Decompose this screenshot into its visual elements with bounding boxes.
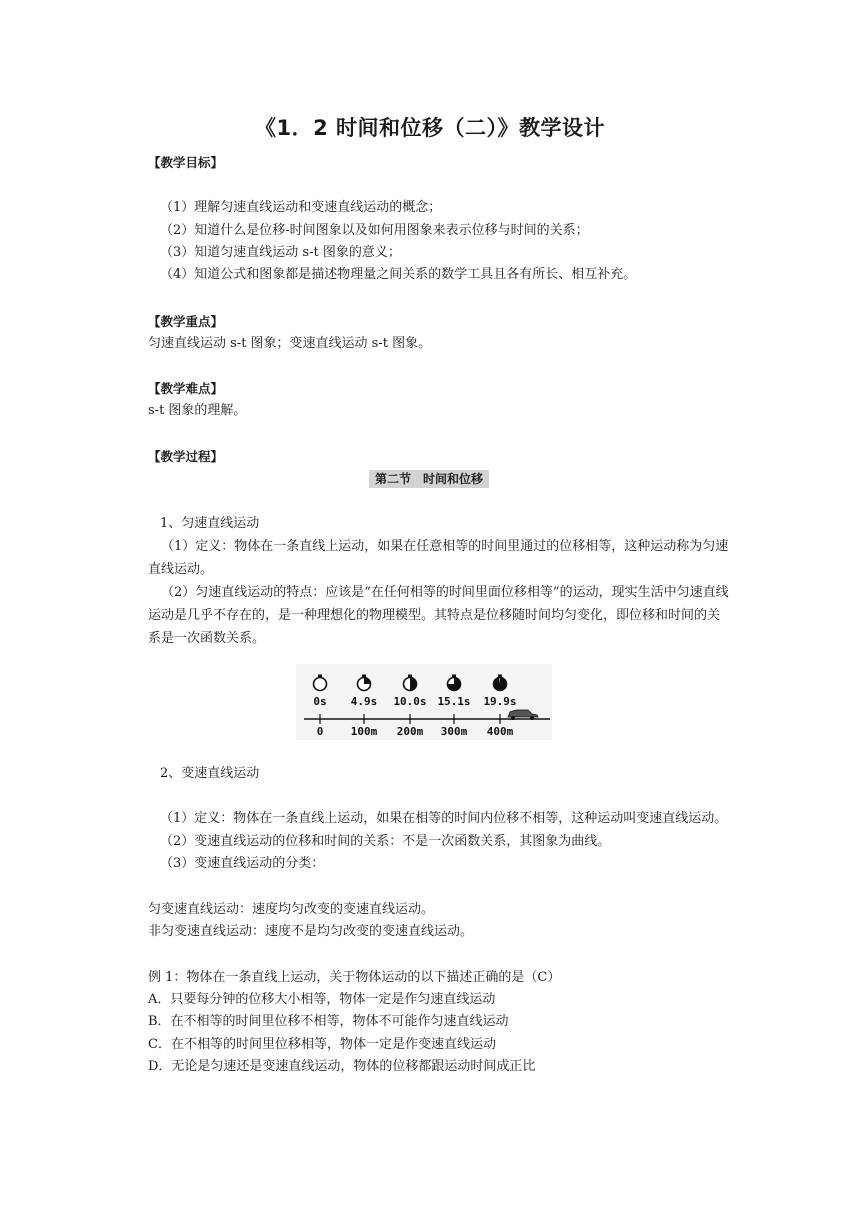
section-title: 第二节 时间和位移 bbox=[369, 470, 489, 488]
goal-item: （2）知道什么是位移-时间图象以及如何用图象来表示位移与时间的关系； bbox=[160, 223, 589, 238]
distance-label: 0 bbox=[316, 725, 324, 738]
process-heading: 【教学过程】 bbox=[148, 449, 224, 464]
distance-label: 100m bbox=[350, 725, 378, 738]
variable-heading: 2、变速直线运动 bbox=[160, 766, 260, 781]
distance-label: 300m bbox=[440, 725, 468, 738]
variable-item: （2）变速直线运动的位移和时间的关系：不是一次函数关系，其图象为曲线。 bbox=[160, 834, 611, 849]
uniform-definition: （1）定义：物体在一条直线上运动，如果在任意相等的时间里通过的位移相等，这种运动称为匀速直线运动。 bbox=[148, 539, 729, 577]
time-label: 15.1s bbox=[437, 695, 471, 708]
time-label: 0s bbox=[313, 695, 327, 708]
uniform-motion-diagram bbox=[296, 664, 552, 740]
difficulty-text: s-t 图象的理解。 bbox=[148, 403, 247, 418]
uniform-heading: 1、匀速直线运动 bbox=[160, 516, 260, 531]
example-option: C．在不相等的时间里位移相等，物体一定是作变速直线运动 bbox=[148, 1037, 496, 1052]
example-question: 例 1：物体在一条直线上运动，关于物体运动的以下描述正确的是（C） bbox=[148, 970, 561, 985]
goal-item: （3）知道匀速直线运动 s-t 图象的意义； bbox=[160, 245, 401, 260]
time-label: 4.9s bbox=[350, 695, 378, 708]
distance-label: 400m bbox=[486, 725, 514, 738]
document-title: 《1．2 时间和位移（二）》教学设计 bbox=[254, 116, 606, 140]
goals-heading: 【教学目标】 bbox=[148, 155, 224, 170]
key-points-text: 匀速直线运动 s-t 图象；变速直线运动 s-t 图象。 bbox=[148, 336, 432, 351]
difficulty-heading: 【教学难点】 bbox=[148, 381, 224, 396]
goal-item: （4）知道公式和图象都是描述物理量之间关系的数学工具且各有所长、相互补充。 bbox=[160, 267, 637, 282]
variable-type: 匀变速直线运动：速度均匀改变的变速直线运动。 bbox=[148, 902, 435, 917]
example-option: A．只要每分钟的位移大小相等，物体一定是作匀速直线运动 bbox=[148, 992, 496, 1007]
time-label: 10.0s bbox=[393, 695, 427, 708]
variable-item: （1）定义：物体在一条直线上运动，如果在相等的时间内位移不相等，这种运动叫变速直线运动。 bbox=[160, 811, 728, 826]
variable-item: （3）变速直线运动的分类： bbox=[160, 856, 325, 871]
uniform-features: （2）匀速直线运动的特点：应该是“在任何相等的时间里面位移相等”的运动，现实生活中匀速直线运动是几乎不存在的，是一种理想化的物理模型。其特点是位移随时间均匀变化，即位移和时间的关系是一次函数关系。 bbox=[148, 585, 729, 646]
distance-label: 200m bbox=[396, 725, 424, 738]
example-option: D．无论是匀速还是变速直线运动，物体的位移都跟运动时间成正比 bbox=[148, 1059, 536, 1074]
variable-type: 非匀变速直线运动：速度不是均匀改变的变速直线运动。 bbox=[148, 924, 474, 939]
time-label: 19.9s bbox=[483, 695, 517, 708]
goal-item: （1）理解匀速直线运动和变速直线运动的概念； bbox=[160, 200, 442, 215]
example-option: B．在不相等的时间里位移不相等，物体不可能作匀速直线运动 bbox=[148, 1014, 509, 1029]
key-points-heading: 【教学重点】 bbox=[148, 314, 224, 329]
